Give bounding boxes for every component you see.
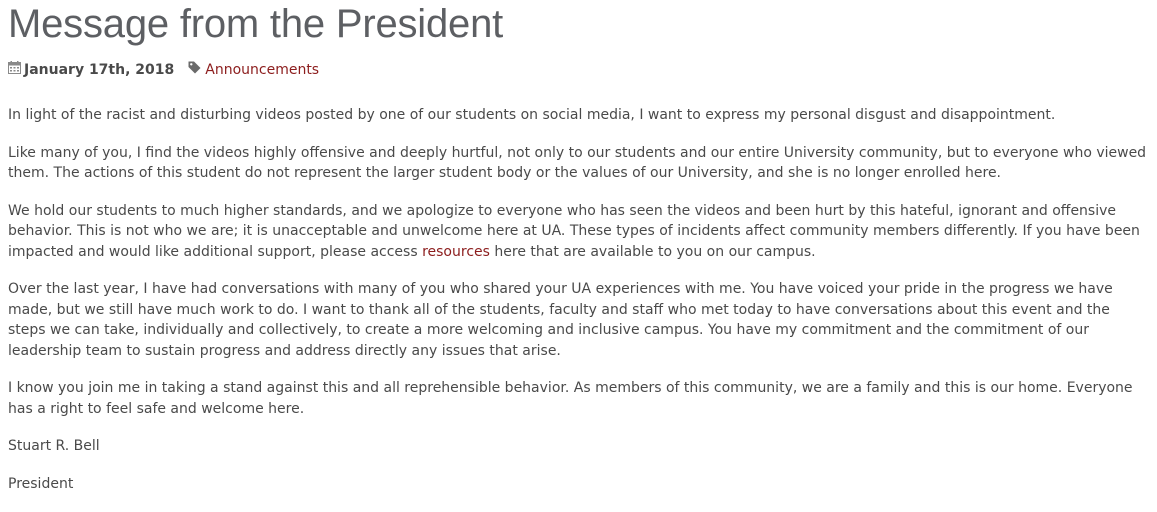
signature-name: Stuart R. Bell — [8, 438, 100, 454]
post-meta — [8, 60, 319, 80]
category-link[interactable]: Announcements — [205, 62, 320, 78]
post-date: January 17th, 2018 — [24, 62, 175, 78]
page-title: Message from the President — [8, 2, 504, 46]
tag-icon — [188, 60, 201, 80]
calendar-icon — [8, 60, 21, 80]
post-body — [8, 105, 1148, 511]
paragraph: In light of the racist and disturbing videos posted by one of our students on social media, I want to express my personal disgust and disappointment. — [8, 107, 1056, 123]
paragraph-text: Like many of you, I find the videos highly offensive and deeply hurtful, not only to our students and our entire University community, but to everyone who viewed them. The actions of this student do not represent the larger student body or the values of our University, and she is no longer enrolled here. — [8, 144, 1147, 181]
resources-link[interactable]: resources — [422, 243, 490, 260]
paragraph-text: We hold our students to much higher standards, and we apologize to everyone who has seen the videos and been hurt by this hateful, ignorant and offensive behavior. This is not who we are; it is unacceptable and unwelcome here at UA. These types of incidents affect community members differently. If you have been impacted and would like additional support, please access — [8, 202, 1140, 260]
paragraph-text: here that are available to you on our campus. — [489, 243, 816, 260]
paragraph — [8, 201, 1148, 263]
signature — [8, 436, 1148, 494]
paragraph: Over the last year, I have had conversations with many of you who shared your UA experiences with me. You have voiced your pride in the progress we have made, but we still have much work to do. I want to thank all of the students, faculty and staff who met today to have conversations about this event and the steps we can take, individually and collectively, to create a more welcoming and inclusive campus. You have my commitment and the commitment of our leadership team to sustain progress and address directly any issues that arise. — [8, 281, 1113, 359]
signature-role: President — [8, 475, 74, 492]
paragraph — [8, 143, 1148, 184]
paragraph: I know you join me in taking a stand against this and all reprehensible behavior. As members of this community, we are a family and this is our home. Everyone has a right to feel safe and welcome here. — [8, 380, 1133, 417]
